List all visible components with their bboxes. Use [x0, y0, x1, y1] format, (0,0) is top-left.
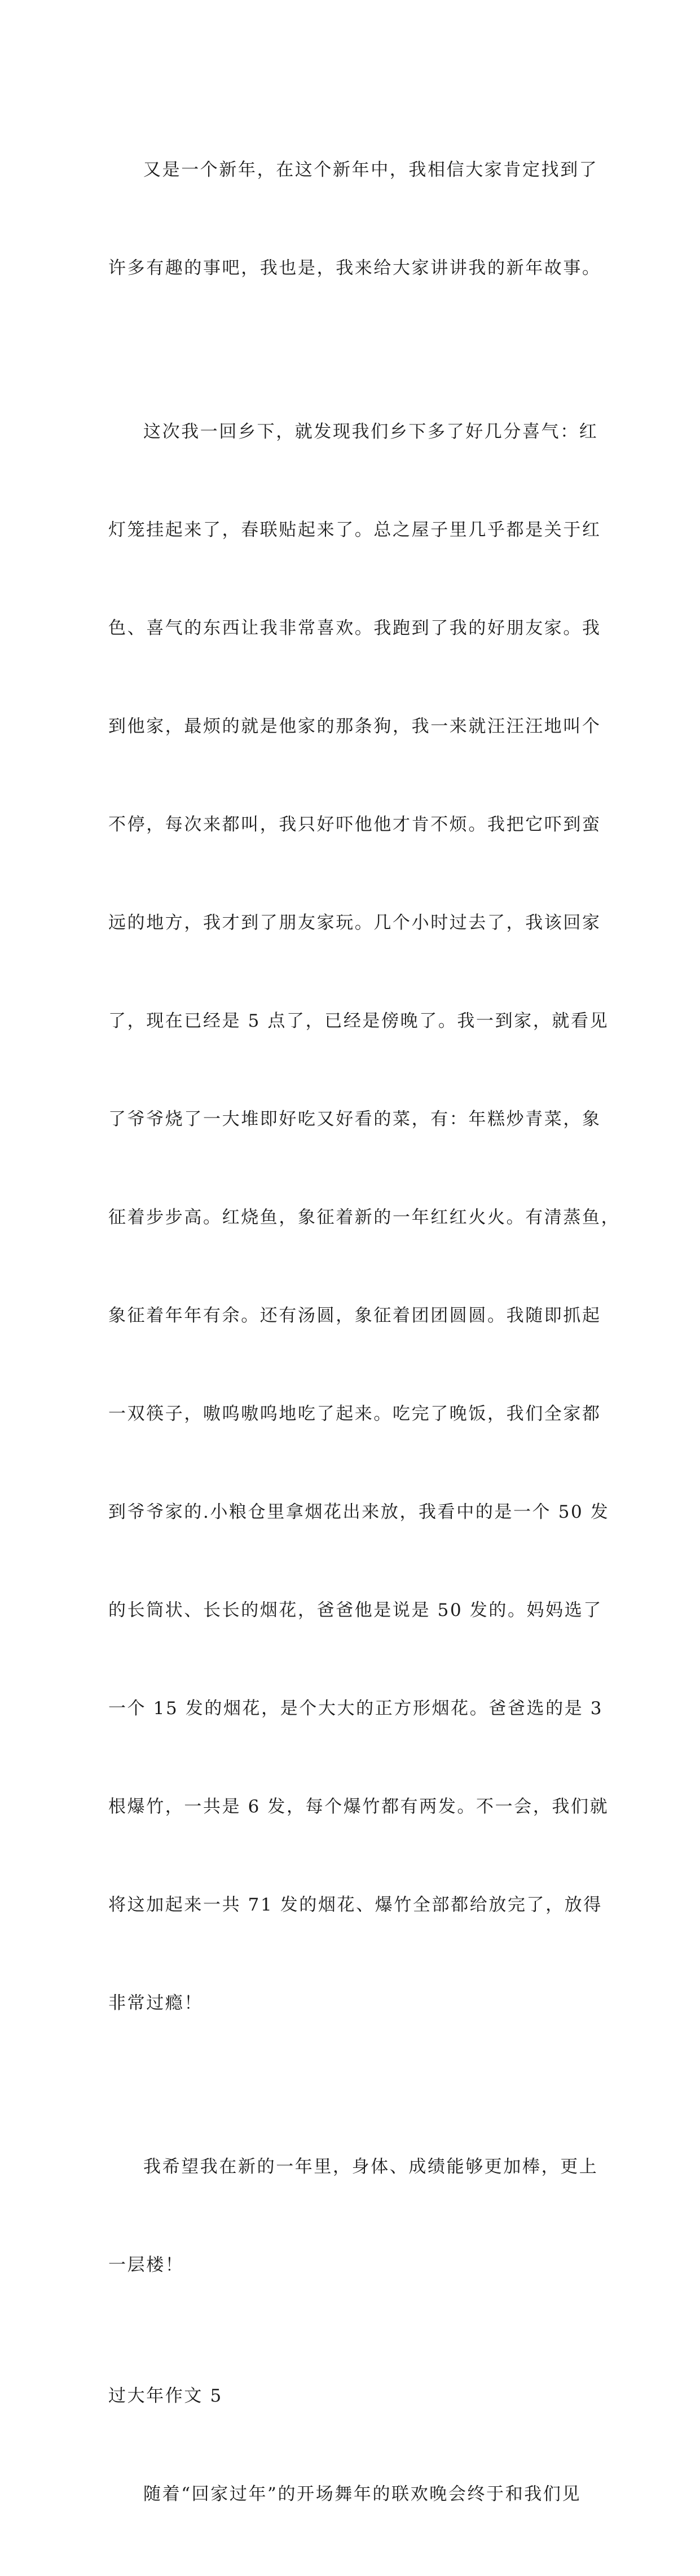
paragraph-new-year-wish — [108, 2085, 598, 2347]
paragraph-new-year-intro — [108, 88, 601, 350]
text-line: 征着步步高。红烧鱼，象征着新的一年红红火火。有清蒸鱼， — [108, 1207, 620, 1228]
text-line: 随着“回家过年”的开场舞年的联欢晚会终于和我们见 — [143, 2484, 582, 2504]
text-line: 一个 15 发的烟花，是个大大的正方形烟花。爸爸选的是 3 — [108, 1698, 604, 1719]
text-line: 我希望我在新的一年里，身体、成绩能够更加棒，更上 — [143, 2157, 598, 2177]
text-line: 又是一个新年，在这个新年中，我相信大家肯定找到了 — [143, 160, 598, 180]
document-body — [108, 88, 620, 2576]
text-line: 根爆竹，一共是 6 发，每个爆竹都有两发。不一会，我们就 — [108, 1797, 609, 1817]
text-line: 这次我一回乡下，就发现我们乡下多了好几分喜气：红 — [143, 422, 598, 442]
text-line: 象征着年年有余。还有汤圆，象征着团团圆圆。我随即抓起 — [108, 1305, 601, 1326]
section-heading: 过大年作文 5 — [108, 2386, 223, 2406]
text-line: 到他家，最烦的就是他家的那条狗，我一来就汪汪汪地叫个 — [108, 716, 601, 737]
text-line: 到爷爷家的.小粮仓里拿烟花出来放，我看中的是一个 50 发 — [108, 1502, 610, 1522]
text-line: 不停，每次来都叫，我只好吓他他才肯不烦。我把它吓到蛮 — [108, 814, 601, 835]
text-line: 了爷爷烧了一大堆即好吃又好看的菜，有：年糕炒青菜，象 — [108, 1109, 601, 1129]
text-line: 非常过瘾！ — [108, 1993, 203, 2013]
paragraph-gala-intro — [108, 2412, 598, 2576]
text-line: 将这加起来一共 71 发的烟花、爆竹全部都给放完了，放得 — [108, 1895, 602, 1915]
paragraph-countryside-story — [108, 350, 620, 2085]
text-line: 一层楼！ — [108, 2255, 184, 2275]
text-line: 远的地方，我才到了朋友家玩。几个小时过去了，我该回家 — [108, 913, 601, 933]
text-line: 了，现在已经是 5 点了，已经是傍晚了。我一到家，就看见 — [108, 1011, 609, 1031]
text-line: 的长筒状、长长的烟花，爸爸他是说是 50 发的。妈妈选了 — [108, 1600, 602, 1620]
text-line: 一双筷子，嗷呜嗷呜地吃了起来。吃完了晚饭，我们全家都 — [108, 1404, 601, 1424]
text-line: 许多有趣的事吧，我也是，我来给大家讲讲我的新年故事。 — [108, 258, 601, 278]
text-line: 色、喜气的东西让我非常喜欢。我跑到了我的好朋友家。我 — [108, 618, 601, 638]
text-line: 灯笼挂起来了，春联贴起来了。总之屋子里几乎都是关于红 — [108, 520, 601, 540]
